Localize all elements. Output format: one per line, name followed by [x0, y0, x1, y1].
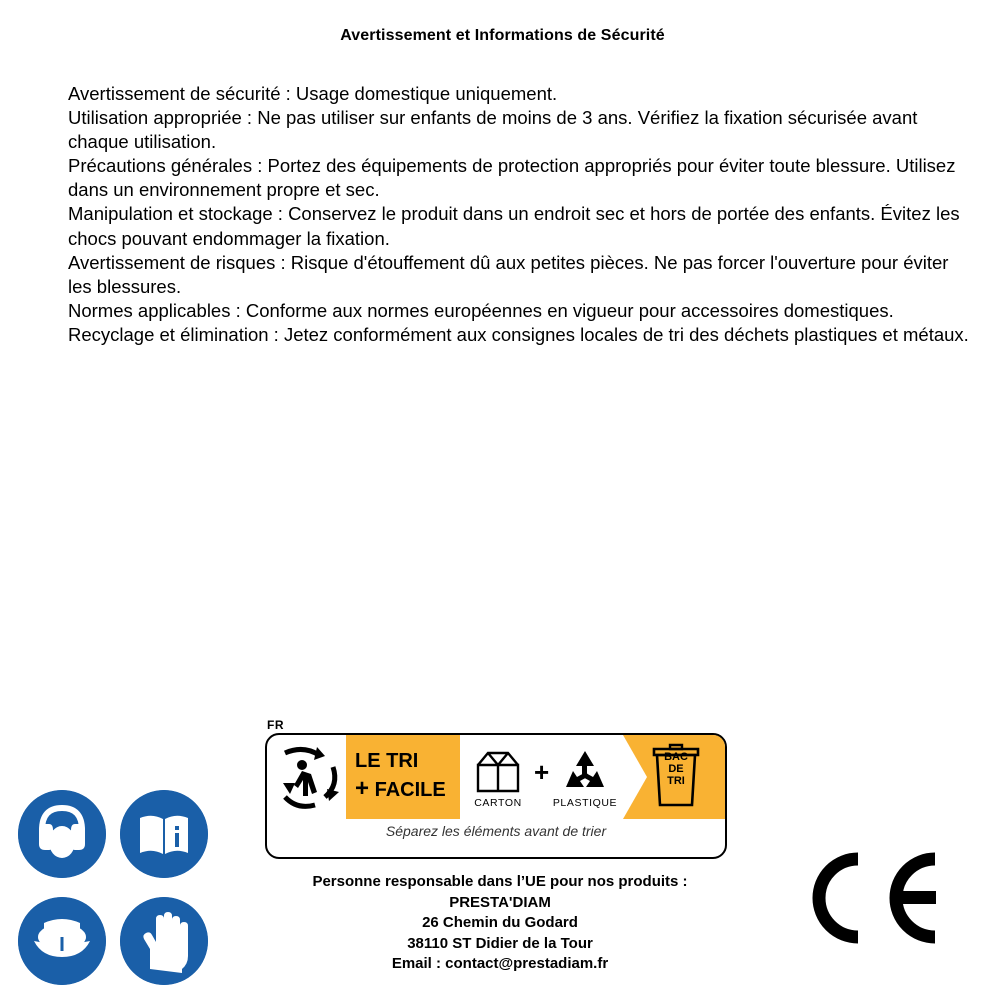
- responsible-person-block: [240, 872, 760, 975]
- plastic-recycle-icon: [559, 747, 611, 795]
- responsible-person-city: 38110 ST Didier de la Tour: [407, 934, 593, 952]
- safety-paragraph-3: Précautions générales : Portez des équipements de protection appropriés pour éviter toute blessure. Utilisez dans un environnement propre et sec.: [68, 155, 956, 201]
- carton-box-icon: [472, 747, 524, 795]
- bin-label-line3: TRI: [667, 775, 685, 787]
- email-value: contact@prestadiam.fr: [445, 955, 609, 972]
- bin-label-line1: BAC: [664, 751, 688, 763]
- email-label: Email :: [391, 955, 446, 972]
- mandatory-pictogram-group: [18, 790, 218, 988]
- triman-caption: Séparez les éléments avant de trier: [385, 823, 607, 839]
- plastique-label: PLASTIQUE: [552, 797, 618, 809]
- safety-paragraph-4: Manipulation et stockage : Conservez le produit dans un endroit sec et hors de portée des enfants. Évitez les chocs pouvant endommager la fixation.: [68, 203, 960, 249]
- triman-headline-line1: LE TRI: [355, 750, 419, 772]
- safety-paragraph-1: Avertissement de sécurité : Usage domestique uniquement.: [68, 83, 558, 104]
- bin-label: [648, 751, 704, 787]
- responsible-person-company: PRESTA'DIAM: [449, 893, 551, 911]
- ce-mark-icon: [795, 843, 950, 953]
- responsible-person-email-line: [240, 954, 760, 975]
- triman-recycling-label: [265, 718, 725, 856]
- triman-box: [265, 733, 727, 859]
- responsible-person-intro-prefix: Personne responsable dans l’: [312, 873, 526, 890]
- triman-headline-line2: FACILE: [374, 779, 446, 801]
- eye-protection-icon: [18, 897, 106, 985]
- safety-paragraph-6: Normes applicables : Conforme aux normes européennes en vigueur pour accessoires domestiques.: [68, 299, 894, 321]
- page-title: Avertissement et Informations de Sécurité: [340, 27, 665, 44]
- protective-gloves-icon: [120, 897, 208, 985]
- safety-text-block: [68, 82, 973, 347]
- triman-headline: [355, 747, 455, 804]
- responsible-person-intro-strong: UE: [525, 873, 546, 890]
- triman-plus-sign: +: [534, 757, 550, 787]
- responsible-person-intro-suffix: pour nos produits :: [545, 873, 688, 890]
- responsible-person-address: 26 Chemin du Godard: [422, 914, 578, 931]
- triman-language-tag: FR: [267, 718, 284, 732]
- triman-symbol-icon: [277, 743, 343, 811]
- read-manual-icon: [120, 790, 208, 878]
- safety-paragraph-5: Avertissement de risques : Risque d'étouffement dû aux petites pièces. Ne pas forcer l'ouverture pour éviter les blessures.: [68, 251, 949, 297]
- safety-paragraph-2: Utilisation appropriée : Ne pas utiliser sur enfants de moins de 3 ans. Vérifiez la fixation sécurisée avant chaque utilisation.: [68, 107, 918, 153]
- carton-label: CARTON: [474, 797, 522, 809]
- ear-protection-icon: [18, 790, 106, 878]
- triman-headline-plus: +: [355, 775, 370, 802]
- responsible-person-intro: [240, 872, 760, 893]
- safety-paragraph-7: Recyclage et élimination : Jetez conformément aux consignes locales de tri des déchets plastiques et métaux.: [68, 323, 969, 345]
- bin-label-line2: DE: [668, 763, 684, 775]
